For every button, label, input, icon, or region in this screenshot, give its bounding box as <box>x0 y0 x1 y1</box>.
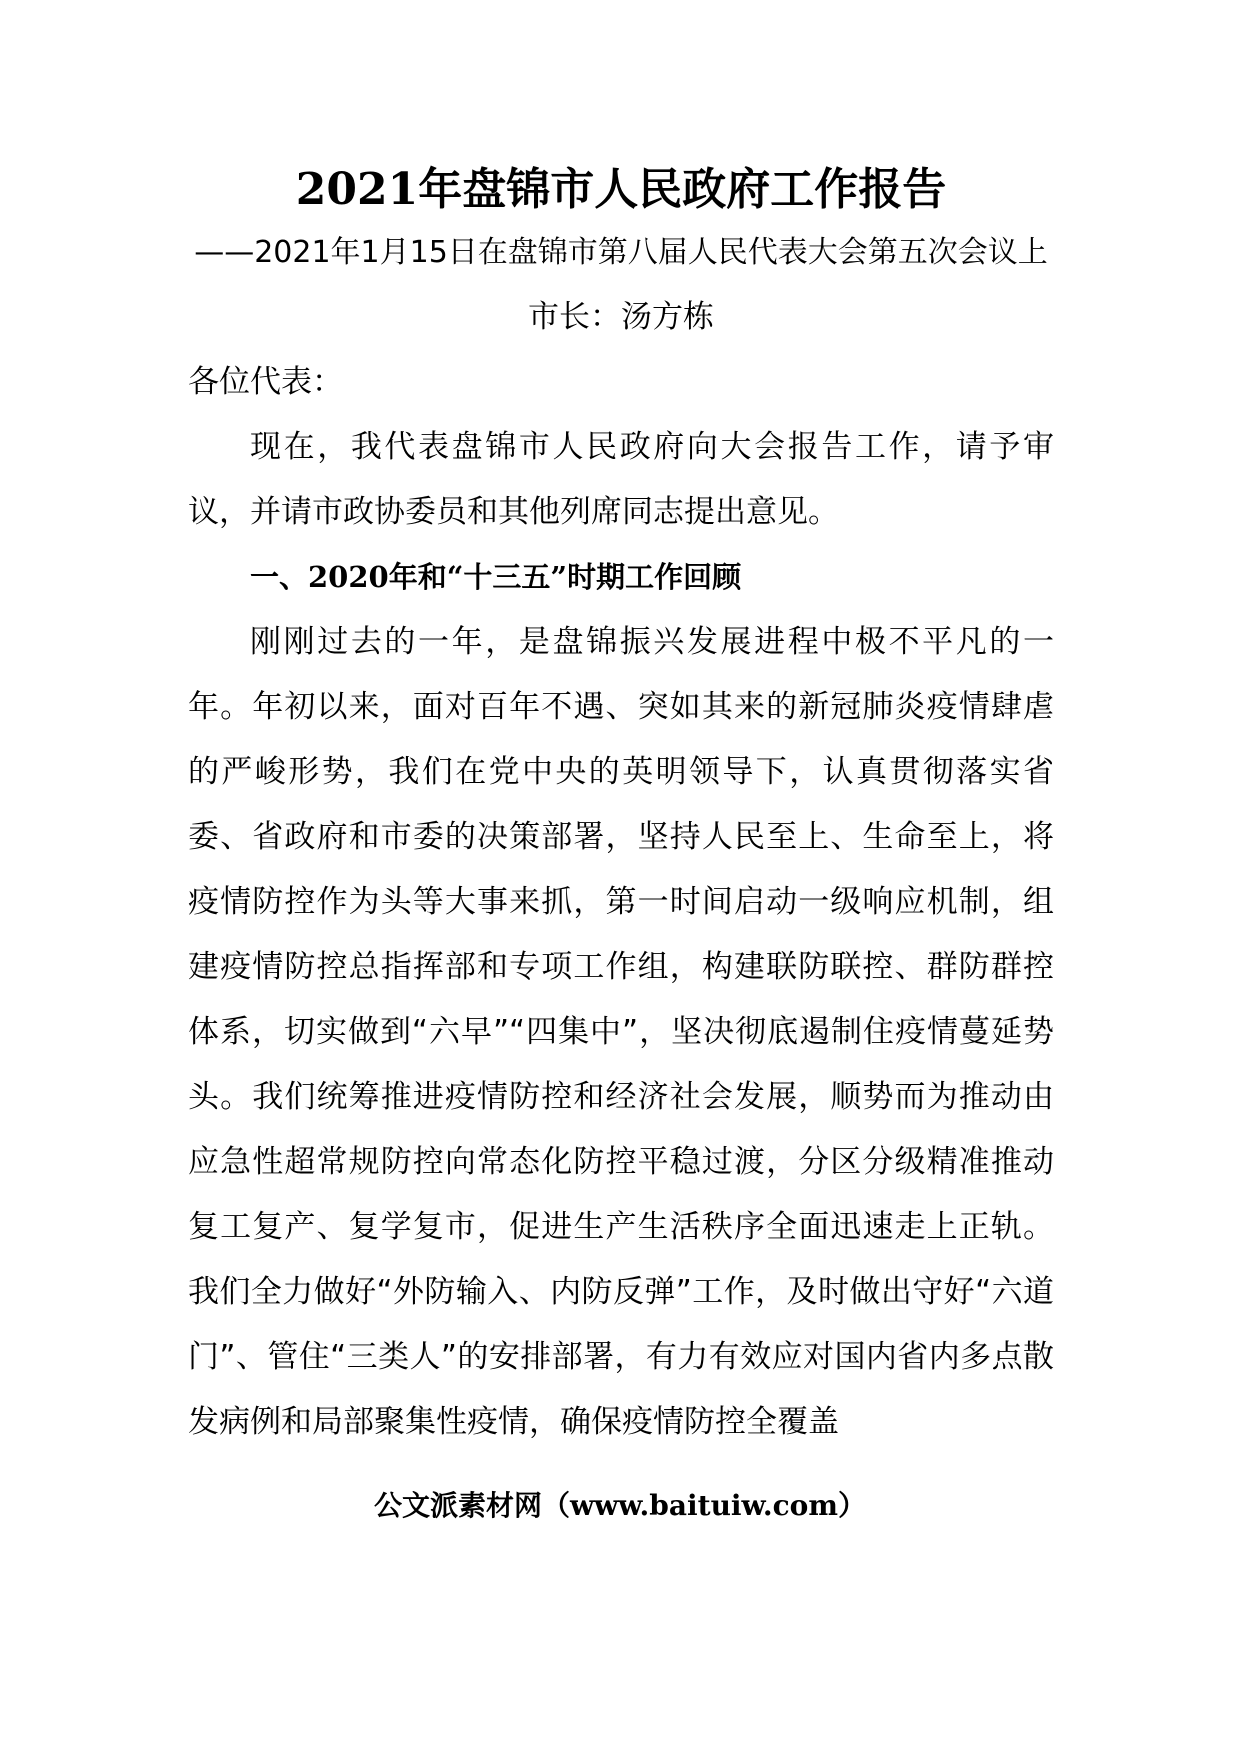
body-paragraph: 刚刚过去的一年，是盘锦振兴发展进程中极不平凡的一年。年初以来，面对百年不遇、突如其来的新冠肺炎疫情肆虐的严峻形势，我们在党中央的英明领导下，认真贯彻落实省委、省政府和市委的决策部署，坚持人民至上、生命至上，将疫情防控作为头等大事来抓，第一时间启动一级响应机制，组建疫情防控总指挥部和专项工作组，构建联防联控、群防群控体系，切实做到“六早”“四集中”，坚决彻底遏制住疫情蔓延势头。我们统筹推进疫情防控和经济社会发展，顺势而为推动由应急性超常规防控向常态化防控平稳过渡，分区分级精准推动复工复产、复学复市，促进生产生活秩序全面迅速走上正轨。我们全力做好“外防输入、内防反弹”工作，及时做出守好“六道门”、管住“三类人”的安排部署，有力有效应对国内省内多点散发病例和局部聚集性疫情，确保疫情防控全覆盖 <box>188 624 1054 1440</box>
salutation: 各位代表： <box>188 364 343 400</box>
section-heading: 一、2020年和“十三五”时期工作回顾 <box>250 560 742 594</box>
document-page <box>188 160 1054 1455</box>
document-title: 2021年盘锦市人民政府工作报告 <box>295 164 947 215</box>
intro-paragraph: 现在，我代表盘锦市人民政府向大会报告工作，请予审议，并请市政协委员和其他列席同志提出意见。 <box>188 429 1054 530</box>
document-subtitle: ——2021年1月15日在盘锦市第八届人民代表大会第五次会议上 <box>194 235 1048 270</box>
document-author: 市长：汤方栋 <box>528 299 714 335</box>
page-footer: 公文派素材网（www.baituiw.com） <box>374 1489 866 1522</box>
